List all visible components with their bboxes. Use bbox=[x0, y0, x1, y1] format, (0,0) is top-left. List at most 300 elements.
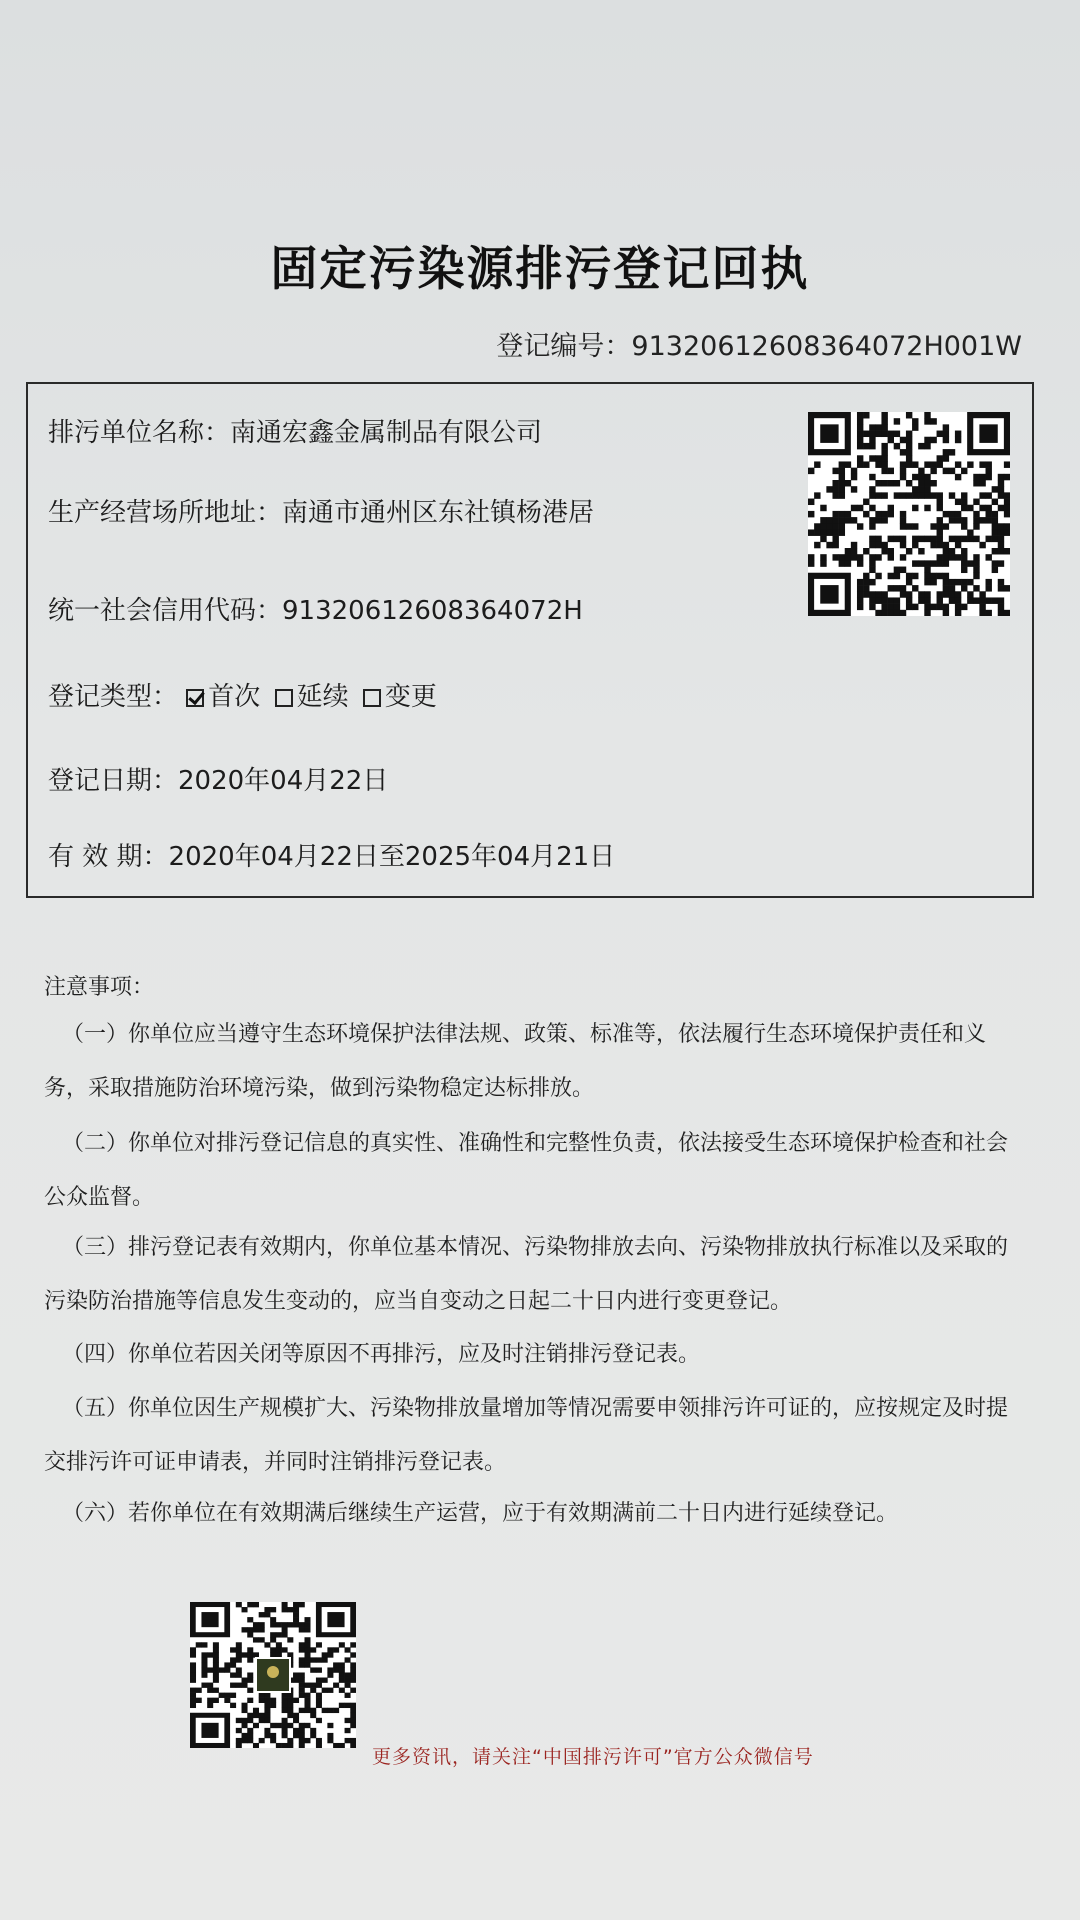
qr-module bbox=[906, 579, 912, 585]
qr-module bbox=[967, 536, 973, 542]
qr-module bbox=[832, 523, 838, 529]
qr-module bbox=[992, 529, 998, 535]
qr-module bbox=[207, 1698, 213, 1703]
qr-module bbox=[845, 461, 851, 467]
qr-module bbox=[304, 1647, 310, 1652]
qr-module bbox=[293, 1713, 299, 1718]
qr-module bbox=[242, 1733, 248, 1738]
qr-module bbox=[918, 597, 924, 603]
address-label: 生产经营场所地址： bbox=[48, 498, 283, 528]
qr-module bbox=[955, 604, 961, 610]
qr-module bbox=[287, 1607, 293, 1612]
qr-module bbox=[820, 529, 826, 535]
qr-module bbox=[894, 597, 900, 603]
notes-title: 注意事项： bbox=[44, 975, 155, 1000]
qr-module bbox=[863, 585, 869, 591]
qr-module bbox=[832, 542, 838, 548]
qr-module bbox=[869, 505, 875, 511]
qr-module bbox=[998, 548, 1004, 554]
qr-module bbox=[851, 468, 857, 474]
qr-module bbox=[967, 461, 973, 467]
qr-module bbox=[808, 511, 814, 517]
qr-module bbox=[350, 1703, 356, 1708]
qr-module bbox=[259, 1713, 265, 1718]
qr-module bbox=[924, 567, 930, 573]
qr-module bbox=[992, 567, 998, 573]
qr-module bbox=[213, 1688, 219, 1693]
qr-module bbox=[350, 1688, 356, 1693]
qr-module bbox=[259, 1627, 265, 1632]
qr-module bbox=[869, 523, 875, 529]
qr-module bbox=[339, 1642, 345, 1647]
qr-module bbox=[304, 1683, 310, 1688]
qr-module bbox=[875, 536, 881, 542]
qr-module bbox=[857, 461, 863, 467]
qr-module bbox=[906, 480, 912, 486]
qr-module bbox=[316, 1678, 322, 1683]
qr-module bbox=[937, 431, 943, 437]
qr-module bbox=[287, 1713, 293, 1718]
credit-code-row bbox=[48, 590, 583, 627]
qr-module bbox=[943, 610, 949, 616]
qr-module bbox=[270, 1637, 276, 1642]
qr-module bbox=[259, 1693, 265, 1698]
qr-module bbox=[264, 1708, 270, 1713]
qr-module bbox=[955, 536, 961, 542]
qr-module bbox=[845, 548, 851, 554]
qr-module bbox=[924, 591, 930, 597]
qr-module bbox=[253, 1713, 259, 1718]
qr-module bbox=[924, 492, 930, 498]
qr-module bbox=[998, 474, 1004, 480]
qr-module bbox=[869, 579, 875, 585]
qr-module bbox=[875, 542, 881, 548]
qr-module bbox=[339, 1678, 345, 1683]
qr-module bbox=[213, 1662, 219, 1667]
qr-module bbox=[943, 437, 949, 443]
qr-module bbox=[327, 1733, 333, 1738]
qr-module bbox=[264, 1728, 270, 1733]
qr-module bbox=[247, 1688, 253, 1693]
qr-module bbox=[1004, 505, 1010, 511]
qr-module bbox=[276, 1723, 282, 1728]
qr-module bbox=[949, 597, 955, 603]
qr-module bbox=[327, 1667, 333, 1672]
wechat-qr-code-icon bbox=[190, 1602, 356, 1748]
qr-module bbox=[350, 1672, 356, 1677]
qr-module bbox=[236, 1652, 242, 1657]
qr-module bbox=[322, 1688, 328, 1693]
qr-module bbox=[253, 1708, 259, 1713]
qr-module bbox=[333, 1708, 339, 1713]
qr-module bbox=[236, 1718, 242, 1723]
qr-module bbox=[949, 591, 955, 597]
qr-module bbox=[242, 1607, 248, 1612]
qr-module bbox=[293, 1607, 299, 1612]
qr-module bbox=[832, 529, 838, 535]
qr-module bbox=[881, 461, 887, 467]
validity-value: 2020年04月22日至2025年04月21日 bbox=[168, 842, 616, 872]
qr-module bbox=[345, 1703, 351, 1708]
qr-module bbox=[327, 1688, 333, 1693]
qr-module bbox=[264, 1693, 270, 1698]
qr-module bbox=[930, 523, 936, 529]
qr-module bbox=[949, 579, 955, 585]
qr-module bbox=[924, 437, 930, 443]
qr-module bbox=[973, 499, 979, 505]
qr-module bbox=[949, 492, 955, 498]
qr-module bbox=[937, 492, 943, 498]
qr-module bbox=[1004, 511, 1010, 517]
qr-module bbox=[247, 1657, 253, 1662]
qr-module bbox=[918, 468, 924, 474]
qr-module bbox=[201, 1662, 207, 1667]
qr-module bbox=[276, 1642, 282, 1647]
qr-module bbox=[339, 1672, 345, 1677]
qr-module bbox=[299, 1647, 305, 1652]
unit-name-value: 南通宏鑫金属制品有限公司 bbox=[230, 418, 543, 448]
qr-module bbox=[310, 1667, 316, 1672]
qr-module bbox=[930, 579, 936, 585]
qr-module bbox=[339, 1743, 345, 1748]
qr-module bbox=[293, 1718, 299, 1723]
qr-module bbox=[316, 1642, 322, 1647]
qr-module bbox=[869, 455, 875, 461]
qr-module bbox=[264, 1718, 270, 1723]
qr-module bbox=[930, 573, 936, 579]
qr-module bbox=[310, 1713, 316, 1718]
qr-module bbox=[282, 1627, 288, 1632]
qr-module bbox=[310, 1683, 316, 1688]
qr-module bbox=[832, 486, 838, 492]
qr-module bbox=[869, 424, 875, 430]
qr-module bbox=[839, 560, 845, 566]
qr-module bbox=[900, 511, 906, 517]
qr-module bbox=[949, 554, 955, 560]
qr-module bbox=[857, 523, 863, 529]
qr-module bbox=[943, 560, 949, 566]
qr-module bbox=[961, 523, 967, 529]
qr-module bbox=[998, 610, 1004, 616]
qr-module bbox=[259, 1637, 265, 1642]
qr-module bbox=[207, 1688, 213, 1693]
qr-module bbox=[863, 591, 869, 597]
qr-module bbox=[943, 554, 949, 560]
registration-date-row bbox=[48, 760, 388, 797]
qr-module bbox=[826, 529, 832, 535]
qr-module bbox=[259, 1718, 265, 1723]
qr-module bbox=[826, 486, 832, 492]
qr-module bbox=[820, 505, 826, 511]
qr-module bbox=[310, 1688, 316, 1693]
qr-module bbox=[967, 560, 973, 566]
qr-module bbox=[943, 542, 949, 548]
qr-module bbox=[992, 517, 998, 523]
qr-module bbox=[820, 554, 826, 560]
qr-module bbox=[979, 492, 985, 498]
qr-module bbox=[236, 1728, 242, 1733]
qr-module bbox=[888, 604, 894, 610]
qr-module bbox=[201, 1612, 218, 1627]
qr-module bbox=[937, 591, 943, 597]
qr-module bbox=[201, 1642, 207, 1647]
qr-module bbox=[310, 1728, 316, 1733]
qr-module bbox=[190, 1647, 196, 1652]
qr-module bbox=[918, 443, 924, 449]
qr-module bbox=[264, 1607, 270, 1612]
qr-module bbox=[190, 1688, 196, 1693]
qr-module bbox=[937, 536, 943, 542]
qr-module bbox=[888, 437, 894, 443]
qr-module bbox=[943, 449, 949, 455]
qr-module bbox=[906, 449, 912, 455]
qr-module bbox=[259, 1612, 265, 1617]
qr-module bbox=[247, 1627, 253, 1632]
qr-module bbox=[316, 1683, 322, 1688]
qr-module bbox=[900, 517, 906, 523]
qr-module bbox=[918, 591, 924, 597]
qr-module bbox=[253, 1652, 259, 1657]
qr-module bbox=[888, 554, 894, 560]
qr-module bbox=[236, 1672, 242, 1677]
qr-module bbox=[955, 554, 961, 560]
qr-module bbox=[986, 597, 992, 603]
qr-module bbox=[299, 1688, 305, 1693]
qr-module bbox=[839, 468, 845, 474]
qr-module bbox=[282, 1622, 288, 1627]
qr-module bbox=[304, 1652, 310, 1657]
qr-module bbox=[201, 1723, 218, 1738]
qr-module bbox=[820, 585, 838, 604]
qr-module bbox=[961, 560, 967, 566]
qr-module bbox=[242, 1723, 248, 1728]
qr-module bbox=[875, 517, 881, 523]
registration-type-row bbox=[48, 676, 443, 713]
qr-module bbox=[869, 567, 875, 573]
qr-module bbox=[881, 548, 887, 554]
qr-module bbox=[316, 1718, 322, 1723]
qr-module bbox=[857, 505, 863, 511]
qr-module bbox=[839, 529, 845, 535]
qr-module bbox=[955, 610, 961, 616]
qr-module bbox=[345, 1678, 351, 1683]
qr-module bbox=[814, 542, 820, 548]
qr-module bbox=[310, 1647, 316, 1652]
qr-module bbox=[900, 461, 906, 467]
qr-module bbox=[912, 486, 918, 492]
qr-module bbox=[282, 1723, 288, 1728]
qr-module bbox=[906, 492, 912, 498]
qr-module bbox=[270, 1617, 276, 1622]
qr-module bbox=[253, 1637, 259, 1642]
document-title: 固定污染源排污登记回执 bbox=[270, 242, 810, 297]
checked-checkbox-icon bbox=[186, 689, 204, 707]
qr-module bbox=[832, 511, 838, 517]
qr-module bbox=[961, 505, 967, 511]
qr-module bbox=[845, 517, 851, 523]
qr-module bbox=[270, 1647, 276, 1652]
qr-module bbox=[293, 1672, 299, 1677]
qr-module bbox=[230, 1662, 236, 1667]
note-item bbox=[44, 1117, 1029, 1225]
qr-module bbox=[924, 579, 930, 585]
qr-module bbox=[247, 1718, 253, 1723]
qr-module bbox=[881, 443, 887, 449]
qr-module bbox=[282, 1728, 288, 1733]
qr-module bbox=[253, 1743, 259, 1748]
qr-module bbox=[270, 1632, 276, 1637]
qr-module bbox=[327, 1723, 333, 1728]
qr-module bbox=[190, 1678, 196, 1683]
qr-module bbox=[869, 443, 875, 449]
qr-module bbox=[350, 1738, 356, 1743]
qr-module bbox=[900, 585, 906, 591]
qr-module bbox=[973, 511, 979, 517]
qr-module bbox=[998, 560, 1004, 566]
qr-module bbox=[973, 573, 979, 579]
qr-module bbox=[345, 1647, 351, 1652]
qr-module bbox=[304, 1708, 310, 1713]
qr-module bbox=[299, 1672, 305, 1677]
qr-module bbox=[955, 461, 961, 467]
qr-module bbox=[906, 591, 912, 597]
qr-module bbox=[293, 1678, 299, 1683]
qr-module bbox=[310, 1657, 316, 1662]
unit-name-label: 排污单位名称： bbox=[48, 418, 231, 448]
qr-module bbox=[967, 529, 973, 535]
qr-module bbox=[1004, 548, 1010, 554]
qr-module bbox=[863, 443, 869, 449]
qr-code-icon bbox=[808, 412, 1010, 616]
qr-module bbox=[247, 1728, 253, 1733]
qr-module bbox=[881, 424, 887, 430]
qr-module bbox=[293, 1612, 299, 1617]
qr-module bbox=[881, 455, 887, 461]
qr-module bbox=[961, 604, 967, 610]
qr-module bbox=[207, 1667, 213, 1672]
qr-module bbox=[224, 1693, 230, 1698]
qr-module bbox=[881, 542, 887, 548]
qr-module bbox=[857, 418, 863, 424]
qr-module bbox=[894, 480, 900, 486]
note-item bbox=[44, 1487, 1029, 1541]
qr-module bbox=[961, 468, 967, 474]
qr-module bbox=[845, 560, 851, 566]
qr-module bbox=[350, 1667, 356, 1672]
qr-module bbox=[345, 1728, 351, 1733]
qr-module bbox=[979, 505, 985, 511]
qr-module bbox=[845, 480, 851, 486]
qr-module bbox=[881, 604, 887, 610]
qr-module bbox=[967, 591, 973, 597]
qr-module bbox=[869, 492, 875, 498]
qr-module bbox=[350, 1652, 356, 1657]
qr-module bbox=[282, 1703, 288, 1708]
qr-module bbox=[998, 585, 1004, 591]
qr-module bbox=[973, 560, 979, 566]
qr-module bbox=[213, 1647, 219, 1652]
qr-module bbox=[888, 431, 894, 437]
qr-module bbox=[213, 1652, 219, 1657]
qr-module bbox=[875, 597, 881, 603]
qr-module bbox=[937, 529, 943, 535]
qr-module bbox=[259, 1622, 265, 1627]
qr-module bbox=[973, 523, 979, 529]
qr-module bbox=[299, 1642, 305, 1647]
qr-module bbox=[832, 554, 838, 560]
qr-module bbox=[869, 431, 875, 437]
qr-module bbox=[1004, 610, 1010, 616]
qr-module bbox=[350, 1723, 356, 1728]
qr-module bbox=[881, 412, 887, 418]
qr-module bbox=[287, 1708, 293, 1713]
qr-module bbox=[875, 573, 881, 579]
qr-module bbox=[247, 1713, 253, 1718]
qr-module bbox=[190, 1667, 196, 1672]
qr-module bbox=[900, 591, 906, 597]
qr-module bbox=[839, 480, 845, 486]
qr-module bbox=[304, 1738, 310, 1743]
qr-module bbox=[869, 554, 875, 560]
qr-module bbox=[304, 1698, 310, 1703]
qr-module bbox=[814, 461, 820, 467]
qr-module bbox=[1004, 523, 1010, 529]
qr-module bbox=[322, 1657, 328, 1662]
qr-module bbox=[857, 579, 863, 585]
qr-module bbox=[350, 1708, 356, 1713]
qr-module bbox=[875, 461, 881, 467]
qr-module bbox=[906, 597, 912, 603]
qr-module bbox=[986, 474, 992, 480]
qr-module bbox=[875, 591, 881, 597]
qr-module bbox=[247, 1678, 253, 1683]
qr-module bbox=[894, 492, 900, 498]
qr-module bbox=[955, 517, 961, 523]
qr-module bbox=[998, 505, 1004, 511]
qr-module bbox=[961, 585, 967, 591]
qr-module bbox=[888, 480, 894, 486]
qr-module bbox=[282, 1607, 288, 1612]
qr-module bbox=[247, 1602, 253, 1607]
qr-module bbox=[937, 597, 943, 603]
qr-module bbox=[943, 591, 949, 597]
qr-module bbox=[242, 1627, 248, 1632]
qr-module bbox=[310, 1733, 316, 1738]
qr-module bbox=[851, 505, 857, 511]
qr-module bbox=[986, 536, 992, 542]
qr-module bbox=[264, 1703, 270, 1708]
qr-module bbox=[201, 1683, 207, 1688]
qr-module bbox=[992, 560, 998, 566]
qr-module bbox=[282, 1602, 288, 1607]
qr-module bbox=[253, 1627, 259, 1632]
qr-module bbox=[949, 585, 955, 591]
qr-module bbox=[236, 1683, 242, 1688]
qr-module bbox=[236, 1738, 242, 1743]
qr-module bbox=[918, 560, 924, 566]
qr-module bbox=[869, 517, 875, 523]
qr-module bbox=[967, 579, 973, 585]
qr-module bbox=[943, 431, 949, 437]
qr-module bbox=[979, 610, 985, 616]
qr-module bbox=[986, 585, 992, 591]
qr-module bbox=[350, 1713, 356, 1718]
qr-module bbox=[350, 1678, 356, 1683]
qr-module bbox=[293, 1698, 299, 1703]
qr-module bbox=[955, 579, 961, 585]
qr-module bbox=[930, 604, 936, 610]
qr-module bbox=[350, 1642, 356, 1647]
